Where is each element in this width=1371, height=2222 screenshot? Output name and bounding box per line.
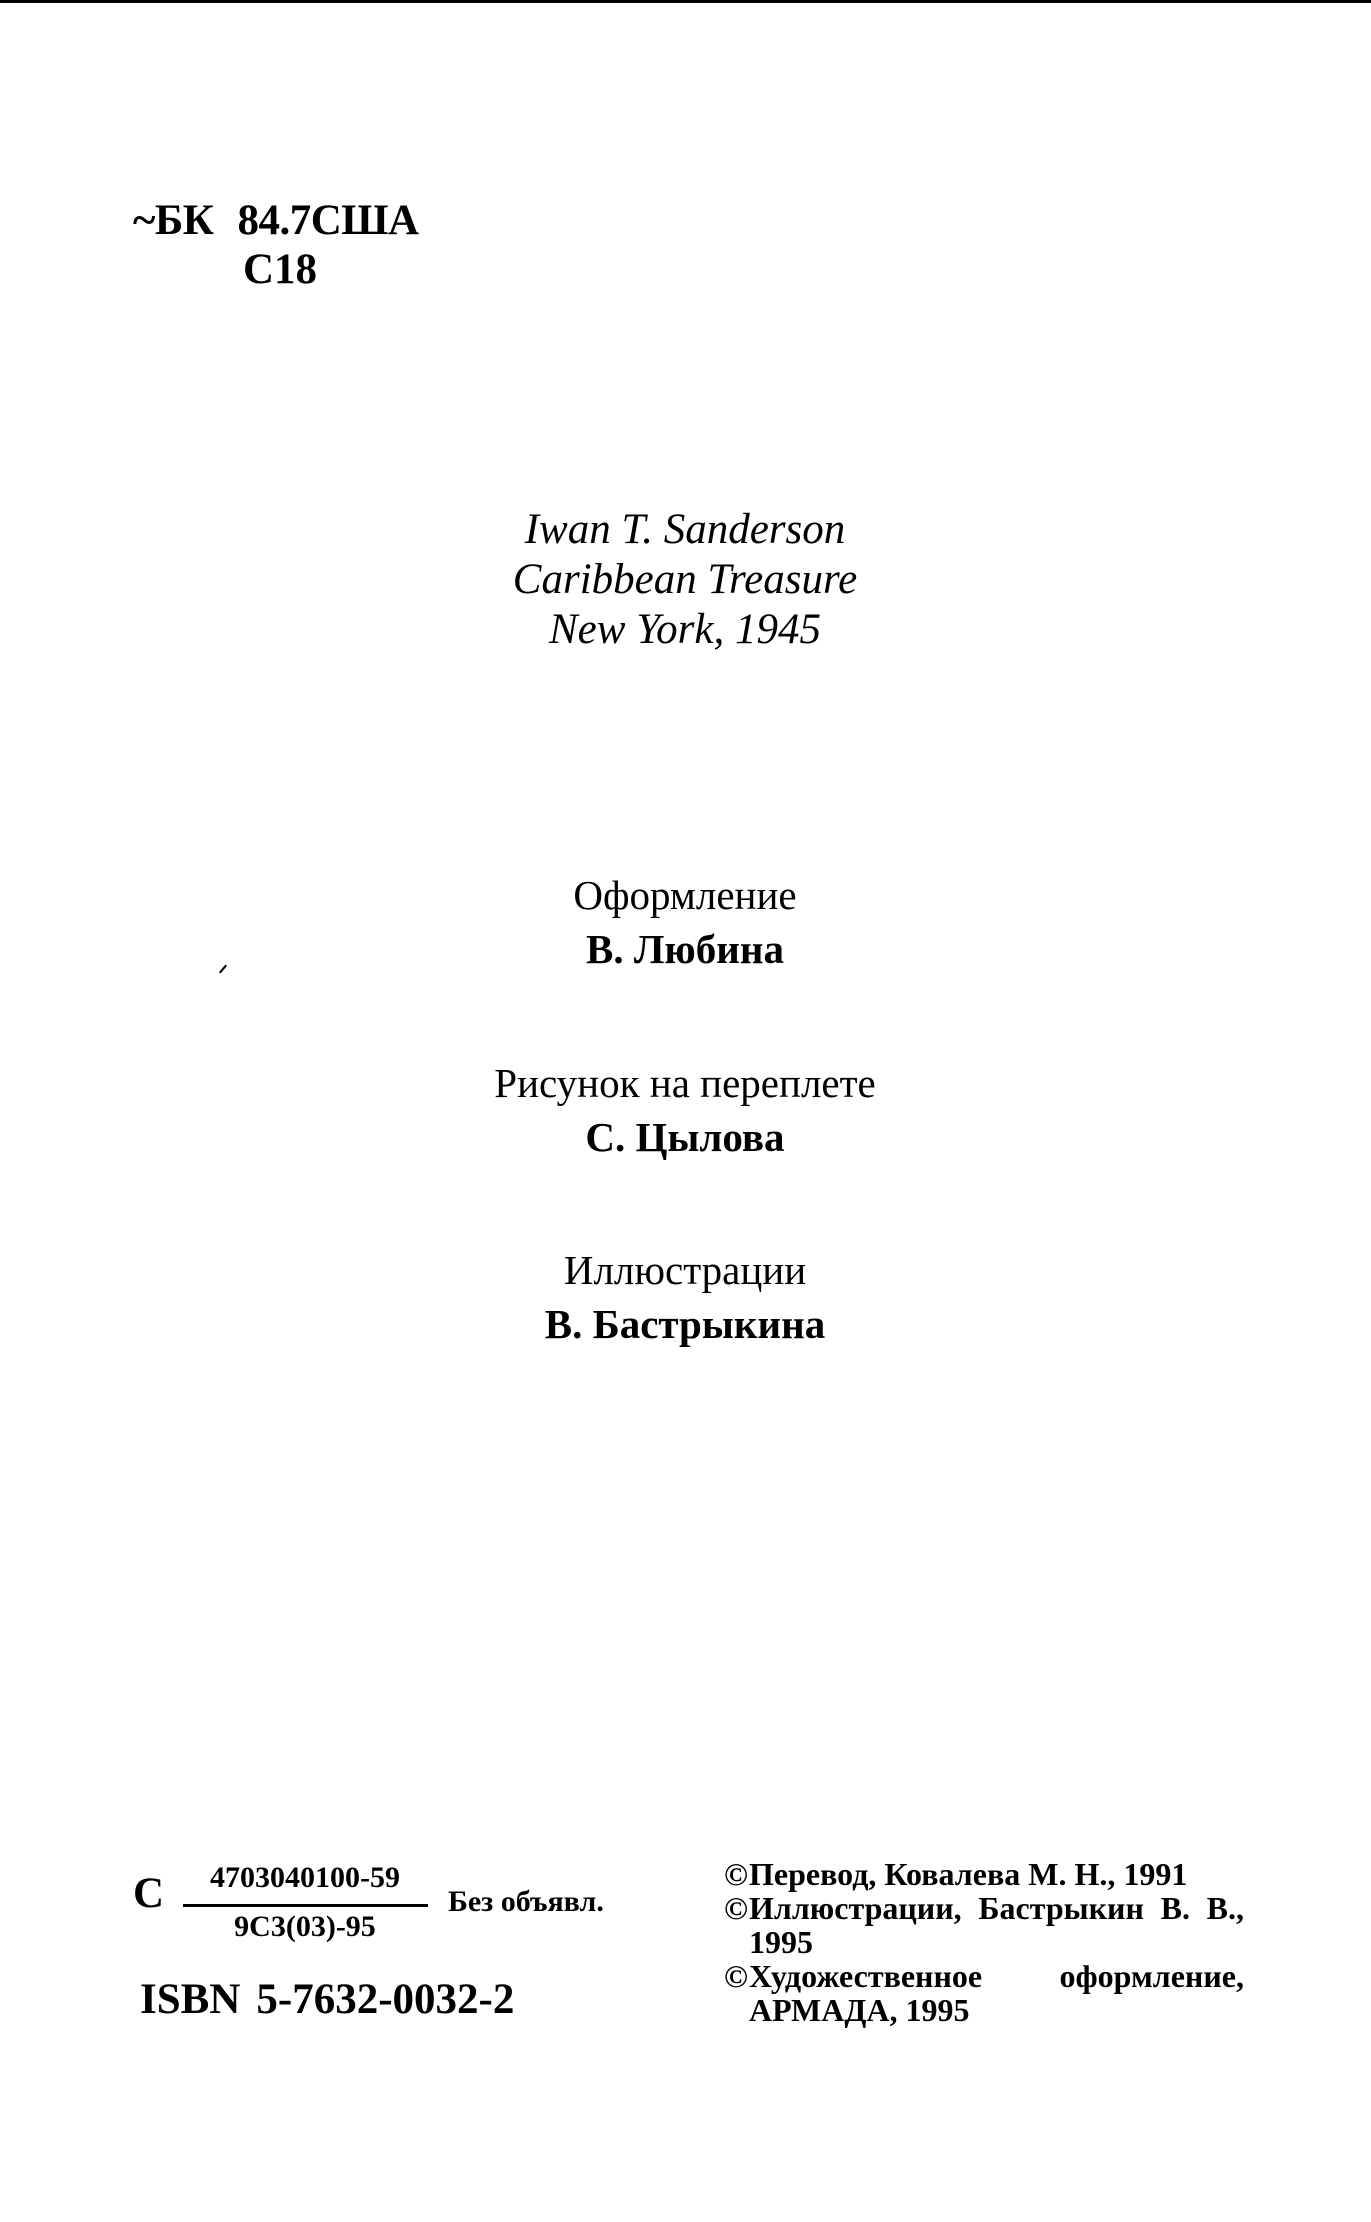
credit-role: Иллюстрации (563, 1247, 807, 1293)
isbn (140, 1975, 514, 2024)
bk-code: 84.7США (237, 197, 419, 244)
copyright-block (724, 1857, 1244, 2027)
copyright-item (724, 1857, 1244, 1891)
bk-prefix: ~БК (133, 197, 214, 244)
credit-role: Оформление (573, 872, 797, 918)
index-fraction-bar (183, 1904, 428, 1907)
index-numerator: 4703040100-59 (210, 1861, 400, 1894)
index-letter: С (133, 1870, 165, 1917)
author-mark: С18 (243, 246, 318, 293)
credit-illustrations (385, 1243, 985, 1351)
copyright-icon: © (724, 1856, 748, 1892)
credit-person: В. Бастрыкина (544, 1301, 826, 1347)
credit-person: С. Цылова (585, 1114, 785, 1160)
credit-person: В. Любина (586, 926, 784, 972)
original-title: Caribbean Treasure (512, 556, 858, 603)
original-edition (385, 505, 985, 655)
stray-mark (219, 965, 227, 974)
isbn-number: 5-7632-0032-2 (256, 1976, 515, 2023)
copyright-item (724, 1891, 1244, 1959)
credit-binding-drawing (385, 1056, 985, 1164)
credit-design (385, 868, 985, 976)
copyright-icon: © (724, 1958, 748, 1994)
copyright-icon: © (724, 1890, 748, 1926)
copyright-item (724, 1959, 1244, 2027)
original-place-year: New York, 1945 (549, 606, 821, 653)
index-denominator: 9С3(03)-95 (234, 1910, 376, 1943)
bk-classification (133, 196, 419, 245)
top-border-rule (0, 0, 1371, 3)
credit-role: Рисунок на переплете (494, 1060, 876, 1106)
copyright-text: Перевод, Ковалева М. Н., 1991 (749, 1856, 1188, 1892)
original-author: Iwan T. Sanderson (524, 506, 846, 553)
index-note: Без объявл. (448, 1885, 604, 1918)
copyright-text: Художественное оформление, АРМАДА, 1995 (749, 1958, 1244, 2028)
copyright-text: Иллюстрации, Бастрыкин В. В., 1995 (749, 1890, 1244, 1960)
isbn-label: ISBN (140, 1976, 241, 2023)
